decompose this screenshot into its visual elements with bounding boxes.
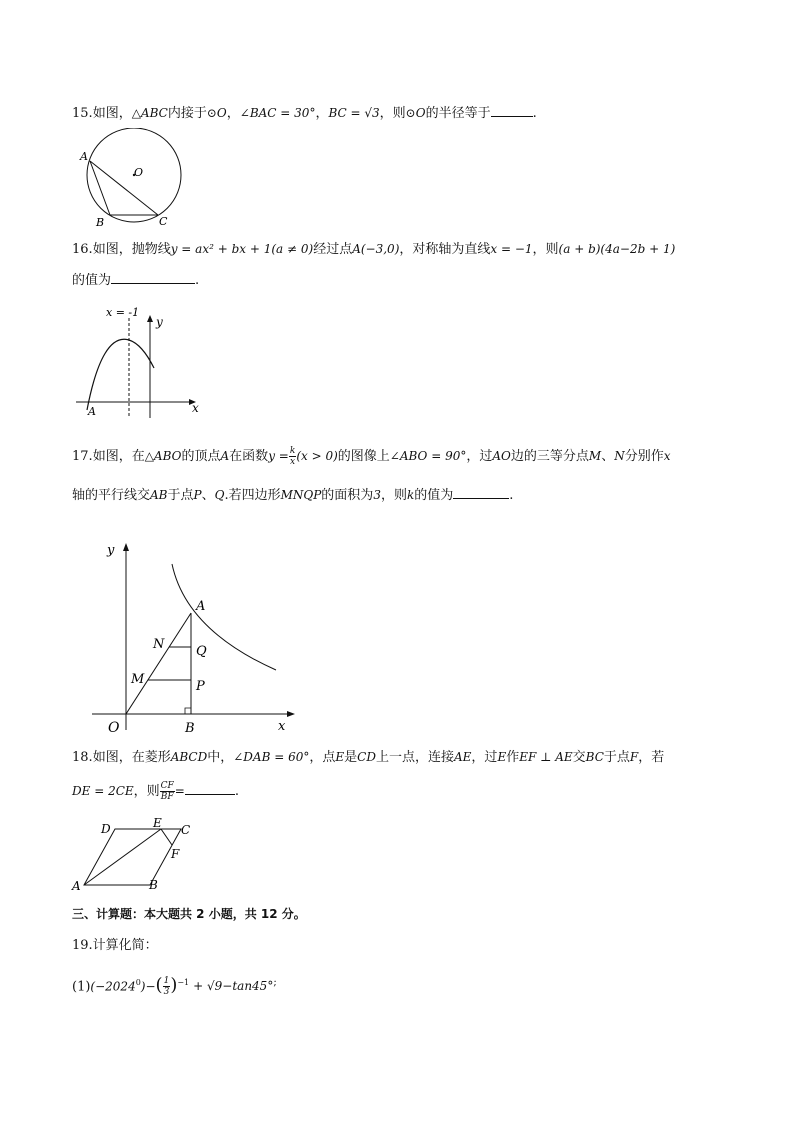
q15-text: ，则 — [379, 106, 406, 121]
q15-text: 如图， — [92, 106, 132, 121]
q15-math-circle: ⊙O — [405, 106, 426, 120]
q17-math: P — [193, 488, 202, 502]
q19-exponent: −1 — [177, 978, 190, 987]
q17-line-1 — [72, 446, 671, 467]
q18-text: 上一点，连接 — [375, 750, 454, 765]
q17-text: 的图像上 — [337, 449, 390, 464]
q17-text: 、 — [201, 488, 215, 503]
q17-text: .若四边形 — [224, 488, 281, 503]
q16-text: 如图，抛物线 — [92, 242, 171, 257]
label-b: B — [149, 878, 158, 892]
q19-math: + √9−tan45° — [193, 979, 274, 994]
answer-blank[interactable] — [453, 486, 509, 499]
label-e: E — [153, 816, 162, 830]
q17-number: 17. — [72, 449, 93, 464]
fraction-numerator: CF — [160, 781, 174, 791]
q18-number: 18. — [72, 750, 93, 765]
q15-line — [72, 104, 537, 123]
label-a: A — [72, 879, 81, 893]
q17-math: △ABO — [144, 449, 182, 463]
q18-math: ABCD — [170, 750, 208, 764]
q18-text: ，则 — [133, 784, 160, 799]
q17-math: y = — [268, 449, 289, 463]
label-axis-eq: x = -1 — [106, 306, 140, 319]
answer-blank[interactable] — [491, 104, 533, 117]
parabola-curve — [87, 339, 154, 410]
q17-text: 的顶点 — [181, 449, 221, 464]
label-f: F — [171, 847, 180, 861]
q17-math: MNQP — [280, 488, 322, 502]
q17-math: N — [614, 449, 625, 463]
q17-math: A — [220, 449, 230, 463]
q16-text: 经过点 — [313, 242, 353, 257]
q16-text: ，则 — [532, 242, 559, 257]
q17-text: 的面积为 — [321, 488, 374, 503]
label-p: P — [196, 679, 205, 694]
fraction-cf-over-bf — [160, 781, 175, 802]
label-q: Q — [196, 644, 207, 659]
q18-math: E — [335, 750, 345, 764]
label-d: D — [101, 822, 111, 836]
q16-math-point-a: A(−3,0) — [352, 242, 400, 256]
label-n: N — [153, 637, 165, 652]
q18-math: ∠DAB = 60° — [233, 750, 310, 764]
q17-math: (x > 0) — [296, 449, 338, 463]
q16-number: 16. — [72, 242, 93, 257]
fraction-denominator: x — [290, 457, 296, 467]
right-angle-mark — [185, 708, 191, 714]
q16-period: . — [195, 273, 200, 288]
fraction-numerator: 1 — [163, 976, 170, 987]
q16-line-1 — [72, 240, 675, 259]
q16-math-axis: x = −1 — [490, 242, 533, 256]
q18-math: EF ⊥ AE — [519, 750, 573, 764]
q17-text: ，则 — [380, 488, 407, 503]
q16-text: 的值为 — [72, 273, 112, 288]
q17-text: 边的三等分点 — [510, 449, 589, 464]
label-b: B — [185, 721, 195, 736]
fraction-denominator: BF — [160, 792, 174, 802]
q18-math: E — [497, 750, 507, 764]
q17-text: 于点 — [167, 488, 194, 503]
figure-16-parabola — [72, 304, 208, 420]
figure-17-hyperbola — [90, 538, 310, 738]
answer-blank[interactable] — [111, 271, 195, 284]
label-a: A — [196, 599, 206, 614]
q15-text: 内接于 — [167, 106, 207, 121]
q15-number: 15. — [72, 106, 93, 121]
q17-text: 分别作 — [624, 449, 664, 464]
q18-math: AE — [453, 750, 472, 764]
q17-period: . — [509, 488, 514, 503]
q19-semicolon: ; — [273, 977, 277, 988]
q19-part-label: (1) — [72, 979, 91, 995]
q19-title: 19.计算化简： — [72, 938, 158, 953]
figure-18-rhombus — [68, 816, 198, 896]
q17-text: 如图，在 — [92, 449, 145, 464]
segment-ef — [161, 829, 172, 845]
section-heading: 三、计算题：本大题共 2 小题，共 12 分。 — [72, 907, 306, 921]
q17-math: M — [588, 449, 602, 463]
q17-text: 轴的平行线交 — [72, 488, 151, 503]
q19-math: (−2024 — [90, 979, 136, 994]
label-c: C — [159, 215, 168, 228]
q17-math: AB — [150, 488, 168, 502]
q18-text: ，若 — [638, 750, 665, 765]
paren-close: ) — [170, 974, 178, 996]
q18-math: CD — [357, 750, 376, 764]
q19-expression-1 — [72, 972, 277, 998]
q18-text: 是 — [344, 750, 358, 765]
q17-text: 的值为 — [414, 488, 454, 503]
segment-ae — [84, 829, 161, 885]
q18-text: ，过 — [471, 750, 498, 765]
q15-text: 的半径等于 — [425, 106, 491, 121]
q16-line-2 — [72, 271, 199, 290]
q17-math: k — [406, 488, 415, 502]
q17-line-2 — [72, 486, 513, 505]
q18-period: . — [234, 784, 239, 799]
label-b: B — [96, 216, 105, 229]
q16-text: ，对称轴为直线 — [399, 242, 491, 257]
q18-text: 于点 — [603, 750, 630, 765]
label-x: x — [278, 719, 286, 734]
q17-text: 、 — [601, 449, 615, 464]
paren-open: ( — [155, 974, 163, 996]
q17-math: AO — [492, 449, 511, 463]
q15-text: ， — [226, 106, 240, 121]
q17-text: ，过 — [466, 449, 493, 464]
y-axis-arrow — [147, 315, 153, 322]
q18-math: F — [629, 750, 639, 764]
label-a: A — [88, 405, 96, 418]
q17-math: Q — [214, 488, 225, 502]
q19-math: )− — [140, 979, 156, 994]
q15-text: ， — [315, 106, 329, 121]
label-m: M — [131, 672, 145, 687]
q16-math-expression: (a + b)(4a−2b + 1) — [558, 242, 676, 256]
q17-math: 3 — [373, 488, 381, 502]
label-y: y — [156, 315, 163, 329]
q15-period: . — [532, 106, 537, 121]
x-axis-arrow — [287, 711, 295, 717]
segment-oa — [126, 613, 191, 714]
q18-text: 作 — [506, 750, 520, 765]
fraction-numerator: k — [289, 446, 296, 456]
q18-math: BC — [585, 750, 604, 764]
q15-math-triangle: △ABC — [131, 106, 168, 120]
q17-math: x — [663, 449, 671, 463]
hyperbola-curve — [172, 564, 276, 670]
label-o: O — [108, 720, 120, 736]
label-a: A — [80, 150, 88, 163]
q18-text: 如图，在菱形 — [92, 750, 171, 765]
label-x: x — [192, 401, 199, 415]
q18-text: ，点 — [309, 750, 336, 765]
label-o: O — [134, 166, 144, 179]
q18-line-1 — [72, 748, 664, 767]
q15-math-bc: BC = √3 — [328, 106, 380, 120]
q17-text: 在函数 — [229, 449, 269, 464]
q15-math-circle: ⊙O — [206, 106, 227, 120]
q19-exponent: 0 — [135, 978, 141, 987]
q18-text: 中， — [207, 750, 234, 765]
q18-equals: = — [174, 784, 185, 798]
label-y: y — [107, 543, 115, 558]
q17-math: ∠ABO = 90° — [389, 449, 467, 463]
q18-text: 交 — [572, 750, 586, 765]
q18-math: DE = 2CE — [72, 784, 134, 798]
figure-15-circle — [74, 128, 186, 230]
label-c: C — [181, 823, 191, 837]
y-axis-arrow — [123, 543, 129, 551]
q16-math-parabola: y = ax² + bx + 1(a ≠ 0) — [170, 242, 314, 256]
answer-blank[interactable] — [185, 782, 235, 795]
q18-line-2 — [72, 781, 239, 802]
q15-math-angle: ∠BAC = 30° — [239, 106, 316, 120]
fraction-denominator: 3 — [163, 987, 170, 998]
